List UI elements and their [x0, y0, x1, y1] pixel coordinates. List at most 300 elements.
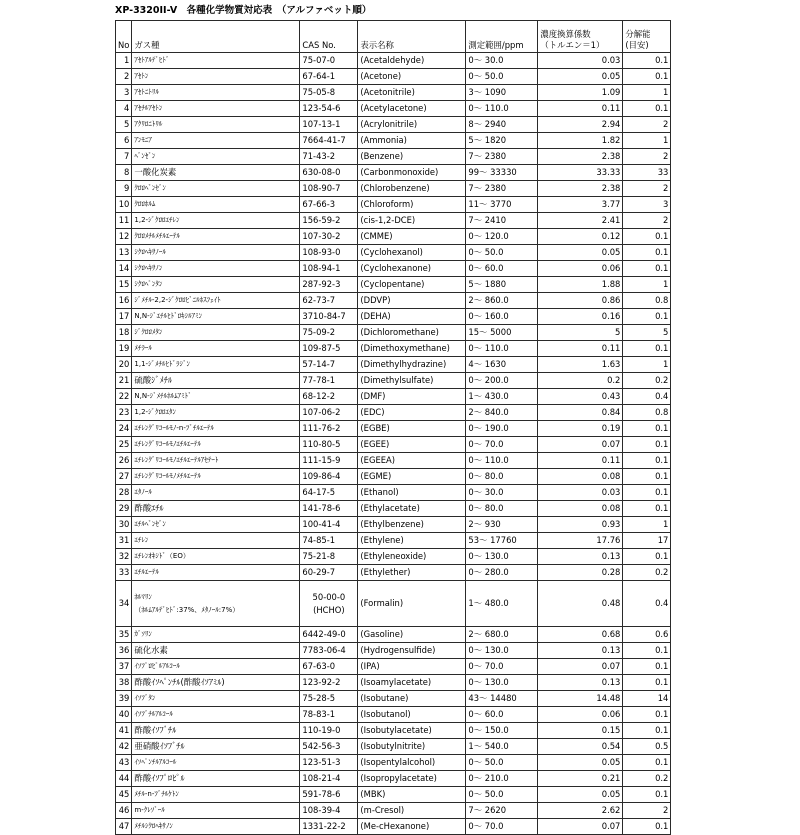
- resolution: 0.1: [623, 469, 671, 485]
- measurement-range: 5～ 1820: [466, 133, 538, 149]
- display-name: (Dimethylhydrazine): [358, 357, 466, 373]
- display-name: (EGEEA): [358, 453, 466, 469]
- measurement-range: 0～ 50.0: [466, 787, 538, 803]
- resolution: 1: [623, 277, 671, 293]
- measurement-range: 2～ 930: [466, 517, 538, 533]
- gas-type: 亜硝酸ｲｿﾌﾞﾁﾙ: [132, 739, 300, 755]
- gas-type: ｼｸﾛﾍｷｻﾉﾝ: [132, 261, 300, 277]
- row-number: 4: [116, 101, 132, 117]
- table-row: [116, 213, 671, 229]
- row-number: 32: [116, 549, 132, 565]
- cas-number: 107-06-2: [300, 405, 358, 421]
- resolution: 0.5: [623, 739, 671, 755]
- cas-number: 1331-22-2: [300, 819, 358, 835]
- measurement-range: 7～ 2380: [466, 149, 538, 165]
- row-number: 15: [116, 277, 132, 293]
- conversion-coefficient: 0.13: [538, 675, 623, 691]
- row-number: 22: [116, 389, 132, 405]
- row-number: 9: [116, 181, 132, 197]
- row-number: 14: [116, 261, 132, 277]
- table-row: [116, 69, 671, 85]
- row-number: 43: [116, 755, 132, 771]
- measurement-range: 0～ 50.0: [466, 245, 538, 261]
- row-number: 16: [116, 293, 132, 309]
- conversion-coefficient: 2.94: [538, 117, 623, 133]
- conversion-coefficient: 0.15: [538, 723, 623, 739]
- gas-type: 1,2-ｼﾞｸﾛﾛｴﾀﾝ: [132, 405, 300, 421]
- cas-number-line2: (HCHO): [313, 604, 345, 615]
- table-row: [116, 581, 671, 627]
- cas-number: 108-93-0: [300, 245, 358, 261]
- cas-number: 74-85-1: [300, 533, 358, 549]
- measurement-range: 2～ 860.0: [466, 293, 538, 309]
- conversion-coefficient: 0.86: [538, 293, 623, 309]
- gas-type: ｱｸﾘﾛﾆﾄﾘﾙ: [132, 117, 300, 133]
- table-row: [116, 501, 671, 517]
- gas-type: ｴﾁﾚﾝｸﾞﾘｺｰﾙﾓﾉｴﾁﾙｴｰﾃﾙｱｾﾃｰﾄ: [132, 453, 300, 469]
- resolution: 0.1: [623, 787, 671, 803]
- header-gas: ガス種: [132, 21, 300, 53]
- conversion-coefficient: 17.76: [538, 533, 623, 549]
- measurement-range: 0～ 30.0: [466, 485, 538, 501]
- cas-number: 123-54-6: [300, 101, 358, 117]
- measurement-range: 99～ 33330: [466, 165, 538, 181]
- display-name: (cis-1,2-DCE): [358, 213, 466, 229]
- cas-number: 62-73-7: [300, 293, 358, 309]
- display-name: (Dichloromethane): [358, 325, 466, 341]
- display-name: (EGEE): [358, 437, 466, 453]
- row-number: 40: [116, 707, 132, 723]
- display-name: (Dimethoxymethane): [358, 341, 466, 357]
- cas-number-line1: 50-00-0: [312, 591, 346, 602]
- row-number: 28: [116, 485, 132, 501]
- row-number: 2: [116, 69, 132, 85]
- measurement-range: 0～ 70.0: [466, 819, 538, 835]
- measurement-range: 0～ 280.0: [466, 565, 538, 581]
- conversion-coefficient: 0.03: [538, 53, 623, 69]
- cas-number: 123-51-3: [300, 755, 358, 771]
- measurement-range: 2～ 840.0: [466, 405, 538, 421]
- header-coef-line2: （トルエン＝1）: [540, 40, 605, 50]
- table-row: [116, 117, 671, 133]
- table-row: [116, 421, 671, 437]
- gas-type: 硫化水素: [132, 643, 300, 659]
- conversion-coefficient: 33.33: [538, 165, 623, 181]
- cas-number: 100-41-4: [300, 517, 358, 533]
- cas-number: 156-59-2: [300, 213, 358, 229]
- table-row: [116, 485, 671, 501]
- conversion-coefficient: 3.77: [538, 197, 623, 213]
- gas-type: ｸﾛﾛﾍﾞﾝｾﾞﾝ: [132, 181, 300, 197]
- resolution: 0.1: [623, 69, 671, 85]
- cas-number: 67-63-0: [300, 659, 358, 675]
- conversion-coefficient: 0.21: [538, 771, 623, 787]
- display-name: (CMME): [358, 229, 466, 245]
- table-row: [116, 341, 671, 357]
- gas-type: 酢酸ｲｿﾌﾟﾛﾋﾟﾙ: [132, 771, 300, 787]
- resolution: 2: [623, 181, 671, 197]
- resolution: 0.1: [623, 437, 671, 453]
- conversion-coefficient: 0.43: [538, 389, 623, 405]
- display-name: (Acetone): [358, 69, 466, 85]
- gas-type: m-ｸﾚｿﾞｰﾙ: [132, 803, 300, 819]
- measurement-range: 0～ 50.0: [466, 755, 538, 771]
- table-row: [116, 707, 671, 723]
- display-name: (Isopentylalcohol): [358, 755, 466, 771]
- resolution: 0.1: [623, 53, 671, 69]
- resolution: 0.8: [623, 293, 671, 309]
- row-number: 47: [116, 819, 132, 835]
- gas-type: ｱﾝﾓﾆｱ: [132, 133, 300, 149]
- table-row: [116, 389, 671, 405]
- measurement-range: 0～ 80.0: [466, 469, 538, 485]
- conversion-coefficient: 1.09: [538, 85, 623, 101]
- gas-type-line2: （ﾎﾙﾑｱﾙﾃﾞﾋﾄﾞ:37%、ﾒﾀﾉｰﾙ:7%）: [134, 605, 240, 614]
- gas-type: ｼｸﾛﾍｷｻﾉｰﾙ: [132, 245, 300, 261]
- row-number: 25: [116, 437, 132, 453]
- cas-number: 68-12-2: [300, 389, 358, 405]
- display-name: (EGBE): [358, 421, 466, 437]
- table-row: [116, 197, 671, 213]
- resolution: 0.1: [623, 341, 671, 357]
- display-name: (Ethyleneoxide): [358, 549, 466, 565]
- gas-type: ｴﾁﾚﾝｵｷｼﾄﾞ（EO）: [132, 549, 300, 565]
- cas-number: 3710-84-7: [300, 309, 358, 325]
- table-row: [116, 787, 671, 803]
- display-name: (Cyclopentane): [358, 277, 466, 293]
- row-number: 6: [116, 133, 132, 149]
- cas-number: 141-78-6: [300, 501, 358, 517]
- table-row: [116, 357, 671, 373]
- row-number: 12: [116, 229, 132, 245]
- cas-number: 111-76-2: [300, 421, 358, 437]
- display-name: (IPA): [358, 659, 466, 675]
- table-row: [116, 675, 671, 691]
- gas-type: ｴﾁﾚﾝｸﾞﾘｺｰﾙﾓﾉｴﾁﾙｴｰﾃﾙ: [132, 437, 300, 453]
- header-res: [623, 21, 671, 53]
- table-row: [116, 149, 671, 165]
- cas-number: 75-05-8: [300, 85, 358, 101]
- conversion-coefficient: 0.07: [538, 659, 623, 675]
- resolution: 0.1: [623, 229, 671, 245]
- resolution: 0.1: [623, 453, 671, 469]
- cas-number: 123-92-2: [300, 675, 358, 691]
- conversion-coefficient: 0.11: [538, 101, 623, 117]
- resolution: 0.1: [623, 309, 671, 325]
- cas-number: 67-64-1: [300, 69, 358, 85]
- display-name: (Acetonitrile): [358, 85, 466, 101]
- conversion-coefficient: 2.38: [538, 149, 623, 165]
- measurement-range: 7～ 2620: [466, 803, 538, 819]
- conversion-coefficient: 0.2: [538, 373, 623, 389]
- measurement-range: 4～ 1630: [466, 357, 538, 373]
- conversion-coefficient: 0.08: [538, 501, 623, 517]
- display-name: (Isobutanol): [358, 707, 466, 723]
- measurement-range: 0～ 210.0: [466, 771, 538, 787]
- row-number: 26: [116, 453, 132, 469]
- display-name: (Benzene): [358, 149, 466, 165]
- measurement-range: 3～ 1090: [466, 85, 538, 101]
- table-body: [116, 21, 671, 835]
- display-name: (Isobutylacetate): [358, 723, 466, 739]
- gas-type: ﾒﾁﾙ-n-ﾌﾞﾁﾙｹﾄﾝ: [132, 787, 300, 803]
- gas-type: 1,1-ｼﾞﾒﾁﾙﾋﾄﾞﾗｼﾞﾝ: [132, 357, 300, 373]
- row-number: 10: [116, 197, 132, 213]
- display-name: (Ethanol): [358, 485, 466, 501]
- row-number: 8: [116, 165, 132, 181]
- header-cas: CAS No.: [300, 21, 358, 53]
- resolution: 0.1: [623, 659, 671, 675]
- display-name: (DEHA): [358, 309, 466, 325]
- table-row: [116, 739, 671, 755]
- conversion-coefficient: 0.68: [538, 627, 623, 643]
- header-row: [116, 21, 671, 53]
- conversion-coefficient: 0.05: [538, 755, 623, 771]
- resolution: 2: [623, 803, 671, 819]
- conversion-coefficient: 1.88: [538, 277, 623, 293]
- row-number: 11: [116, 213, 132, 229]
- gas-type: ｸﾛﾛﾎﾙﾑ: [132, 197, 300, 213]
- cas-number: 75-21-8: [300, 549, 358, 565]
- row-number: 23: [116, 405, 132, 421]
- cas-number: 110-19-0: [300, 723, 358, 739]
- display-name: (MBK): [358, 787, 466, 803]
- resolution: 0.1: [623, 819, 671, 835]
- conversion-coefficient: 0.07: [538, 437, 623, 453]
- cas-number: 108-39-4: [300, 803, 358, 819]
- gas-type: ｴﾁﾚﾝ: [132, 533, 300, 549]
- resolution: 1: [623, 85, 671, 101]
- conversion-coefficient: 0.12: [538, 229, 623, 245]
- measurement-range: 1～ 540.0: [466, 739, 538, 755]
- conversion-coefficient: 14.48: [538, 691, 623, 707]
- measurement-range: 0～ 130.0: [466, 643, 538, 659]
- gas-type: ｼﾞｸﾛﾛﾒﾀﾝ: [132, 325, 300, 341]
- cas-number: 287-92-3: [300, 277, 358, 293]
- gas-type: ﾍﾞﾝｾﾞﾝ: [132, 149, 300, 165]
- cas-number: 110-80-5: [300, 437, 358, 453]
- gas-type: N,N-ｼﾞﾒﾁﾙﾎﾙﾑｱﾐﾄﾞ: [132, 389, 300, 405]
- row-number: 31: [116, 533, 132, 549]
- document-title: XP-3320II-V 各種化学物質対応表 （アルファベット順）: [115, 5, 372, 16]
- conversion-coefficient: 2.41: [538, 213, 623, 229]
- conversion-coefficient: 0.05: [538, 787, 623, 803]
- display-name: (EDC): [358, 405, 466, 421]
- display-name: (Acetylacetone): [358, 101, 466, 117]
- resolution: 0.2: [623, 771, 671, 787]
- measurement-range: 0～ 60.0: [466, 707, 538, 723]
- gas-type: ｴﾁﾙﾍﾞﾝｾﾞﾝ: [132, 517, 300, 533]
- cas-number: 77-78-1: [300, 373, 358, 389]
- cas-number: 7783-06-4: [300, 643, 358, 659]
- display-name: (Chlorobenzene): [358, 181, 466, 197]
- table-row: [116, 659, 671, 675]
- measurement-range: 8～ 2940: [466, 117, 538, 133]
- resolution: 1: [623, 517, 671, 533]
- gas-type: 酢酸ｴﾁﾙ: [132, 501, 300, 517]
- table-row: [116, 771, 671, 787]
- table-row: [116, 373, 671, 389]
- conversion-coefficient: 1.63: [538, 357, 623, 373]
- table-row: [116, 469, 671, 485]
- row-number: 1: [116, 53, 132, 69]
- measurement-range: 0～ 110.0: [466, 101, 538, 117]
- row-number: 18: [116, 325, 132, 341]
- row-number: 38: [116, 675, 132, 691]
- measurement-range: 7～ 2410: [466, 213, 538, 229]
- resolution: 33: [623, 165, 671, 181]
- conversion-coefficient: 0.84: [538, 405, 623, 421]
- display-name: (DMF): [358, 389, 466, 405]
- resolution: 17: [623, 533, 671, 549]
- display-name: (Ethylene): [358, 533, 466, 549]
- row-number: 44: [116, 771, 132, 787]
- measurement-range: 0～ 160.0: [466, 309, 538, 325]
- resolution: 0.1: [623, 421, 671, 437]
- row-number: 20: [116, 357, 132, 373]
- table-row: [116, 101, 671, 117]
- conversion-coefficient: 0.54: [538, 739, 623, 755]
- display-name: (DDVP): [358, 293, 466, 309]
- cas-number: [300, 581, 358, 627]
- conversion-coefficient: 1.82: [538, 133, 623, 149]
- chemical-table: [115, 20, 671, 835]
- display-name: (Isobutylnitrite): [358, 739, 466, 755]
- row-number: 46: [116, 803, 132, 819]
- cas-number: 64-17-5: [300, 485, 358, 501]
- cas-number: 78-83-1: [300, 707, 358, 723]
- measurement-range: 0～ 120.0: [466, 229, 538, 245]
- resolution: 0.1: [623, 261, 671, 277]
- conversion-coefficient: 0.13: [538, 549, 623, 565]
- gas-type: ｱｾﾄﾆﾄﾘﾙ: [132, 85, 300, 101]
- conversion-coefficient: 0.03: [538, 485, 623, 501]
- row-number: 27: [116, 469, 132, 485]
- gas-type: ｲｿﾌﾞﾀﾝ: [132, 691, 300, 707]
- conversion-coefficient: 0.19: [538, 421, 623, 437]
- table-row: [116, 755, 671, 771]
- display-name: (Carbonmonoxide): [358, 165, 466, 181]
- table-row: [116, 437, 671, 453]
- resolution: 14: [623, 691, 671, 707]
- gas-type: 酢酸ｲｿﾌﾞﾁﾙ: [132, 723, 300, 739]
- measurement-range: 1～ 480.0: [466, 581, 538, 627]
- header-range: 測定範囲/ppm: [466, 21, 538, 53]
- gas-type-line1: ﾎﾙﾏﾘﾝ: [134, 592, 152, 601]
- conversion-coefficient: 0.28: [538, 565, 623, 581]
- cas-number: 111-15-9: [300, 453, 358, 469]
- measurement-range: 0～ 30.0: [466, 53, 538, 69]
- conversion-coefficient: 2.38: [538, 181, 623, 197]
- table-row: [116, 85, 671, 101]
- display-name: (Chloroform): [358, 197, 466, 213]
- gas-type: N,N-ｼﾞｴﾁﾙﾋﾄﾞﾛｷｼﾙｱﾐﾝ: [132, 309, 300, 325]
- resolution: 1: [623, 357, 671, 373]
- display-name: (Isopropylacetate): [358, 771, 466, 787]
- cas-number: 107-13-1: [300, 117, 358, 133]
- conversion-coefficient: 5: [538, 325, 623, 341]
- table-row: [116, 325, 671, 341]
- display-name: (Me-cHexanone): [358, 819, 466, 835]
- display-name: (Isobutane): [358, 691, 466, 707]
- table-row: [116, 517, 671, 533]
- table-row: [116, 803, 671, 819]
- header-coef: [538, 21, 623, 53]
- cas-number: 75-28-5: [300, 691, 358, 707]
- cas-number: 57-14-7: [300, 357, 358, 373]
- table-row: [116, 133, 671, 149]
- gas-type: ﾒﾁﾙｼｸﾛﾍｷｻﾉﾝ: [132, 819, 300, 835]
- gas-type: ｲｿﾍﾟﾝﾁﾙｱﾙｺｰﾙ: [132, 755, 300, 771]
- measurement-range: 0～ 80.0: [466, 501, 538, 517]
- measurement-range: 0～ 190.0: [466, 421, 538, 437]
- row-number: 36: [116, 643, 132, 659]
- row-number: 35: [116, 627, 132, 643]
- measurement-range: 0～ 70.0: [466, 659, 538, 675]
- table-row: [116, 165, 671, 181]
- gas-type: ｱｾﾄﾝ: [132, 69, 300, 85]
- resolution: 0.6: [623, 627, 671, 643]
- cas-number: 109-87-5: [300, 341, 358, 357]
- table-row: [116, 643, 671, 659]
- conversion-coefficient: 0.16: [538, 309, 623, 325]
- resolution: 0.2: [623, 565, 671, 581]
- gas-type: ｴﾀﾉｰﾙ: [132, 485, 300, 501]
- row-number: 17: [116, 309, 132, 325]
- gas-type: ｴﾁﾚﾝｸﾞﾘｺｰﾙﾓﾉ-n-ﾌﾞﾁﾙｴｰﾃﾙ: [132, 421, 300, 437]
- display-name: (Cyclohexanone): [358, 261, 466, 277]
- gas-type: ｼｸﾛﾍﾟﾝﾀﾝ: [132, 277, 300, 293]
- table-row: [116, 245, 671, 261]
- table-row: [116, 229, 671, 245]
- display-name: (Ammonia): [358, 133, 466, 149]
- cas-number: 108-21-4: [300, 771, 358, 787]
- measurement-range: 0～ 150.0: [466, 723, 538, 739]
- gas-type: ｱｾﾄｱﾙﾃﾞﾋﾄﾞ: [132, 53, 300, 69]
- gas-type: ｲｿﾌﾟﾛﾋﾟﾙｱﾙｺｰﾙ: [132, 659, 300, 675]
- display-name: (Acetaldehyde): [358, 53, 466, 69]
- display-name: (Ethylether): [358, 565, 466, 581]
- measurement-range: 11～ 3770: [466, 197, 538, 213]
- conversion-coefficient: 0.48: [538, 581, 623, 627]
- cas-number: 108-94-1: [300, 261, 358, 277]
- resolution: 2: [623, 149, 671, 165]
- resolution: 0.4: [623, 389, 671, 405]
- table-row: [116, 819, 671, 835]
- table-row: [116, 261, 671, 277]
- measurement-range: 53～ 17760: [466, 533, 538, 549]
- measurement-range: 0～ 60.0: [466, 261, 538, 277]
- gas-type: 1,2-ｼﾞｸﾛﾛｴﾁﾚﾝ: [132, 213, 300, 229]
- gas-type: ｲｿﾌﾞﾁﾙｱﾙｺｰﾙ: [132, 707, 300, 723]
- gas-type: ｴﾁﾚﾝｸﾞﾘｺｰﾙﾓﾉﾒﾁﾙｴｰﾃﾙ: [132, 469, 300, 485]
- display-name: (Acrylonitrile): [358, 117, 466, 133]
- measurement-range: 0～ 110.0: [466, 453, 538, 469]
- header-coef-line1: 濃度換算係数: [540, 29, 591, 39]
- row-number: 19: [116, 341, 132, 357]
- conversion-coefficient: 0.11: [538, 341, 623, 357]
- measurement-range: 0～ 70.0: [466, 437, 538, 453]
- conversion-coefficient: 0.07: [538, 819, 623, 835]
- cas-number: 6442-49-0: [300, 627, 358, 643]
- gas-type: ﾒﾁﾗｰﾙ: [132, 341, 300, 357]
- header-name: 表示名称: [358, 21, 466, 53]
- row-number: 39: [116, 691, 132, 707]
- cas-number: 107-30-2: [300, 229, 358, 245]
- cas-number: 591-78-6: [300, 787, 358, 803]
- resolution: 2: [623, 213, 671, 229]
- measurement-range: 0～ 130.0: [466, 675, 538, 691]
